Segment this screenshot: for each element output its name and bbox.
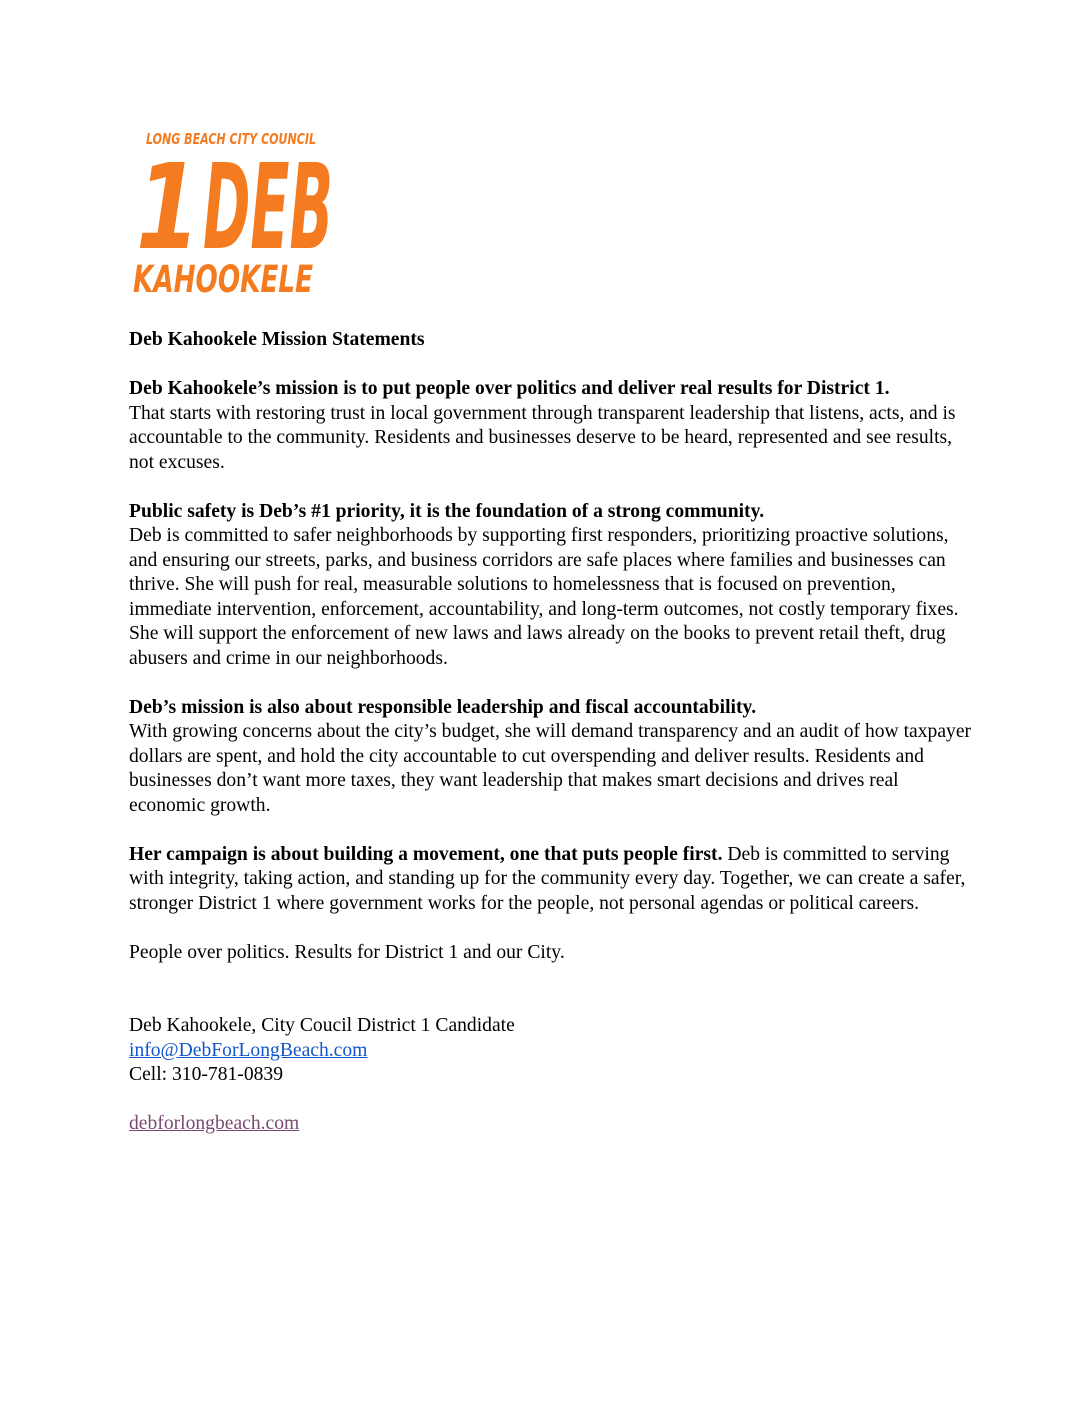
section-public-safety-body: Deb is committed to safer neighborhoods by supporting first responders, prioritizing proactive solutions, and ensuring our streets, parks, and business corridors are safe places where families and businesses can thrive. She will push for real, measurable solutions to homelessness that is focused on prevention, immediate intervention, enforcement, accountability, and long-term outcomes, not costly temporary fixes. She will support the enforcement of new laws and laws already on the books to prevent retail theft, drug abusers and crime in our neighborhoods. — [129, 525, 959, 669]
contact-email-link[interactable]: info@DebForLongBeach.com — [129, 1039, 368, 1061]
section-mission-lead: Deb Kahookele’s mission is to put people over politics and deliver real results for District 1. — [129, 378, 890, 399]
section-mission — [129, 377, 979, 475]
mission-document — [129, 328, 979, 1161]
logo-council-line: LONG BEACH CITY COUNCIL — [146, 130, 316, 148]
campaign-logo — [128, 126, 338, 298]
logo-number: 1 — [136, 138, 200, 276]
website-link[interactable]: debforlongbeach.com — [129, 1113, 300, 1134]
contact-cell: Cell: 310-781-0839 — [129, 1064, 284, 1085]
contact-name: Deb Kahookele, City Coucil District 1 Candidate — [129, 1015, 515, 1036]
section-movement — [129, 843, 979, 917]
section-mission-body: That starts with restoring trust in local government through transparent leadership that listens, acts, and is accountable to the community. Residents and businesses deserve to be heard, represented and see results, not excuses. — [129, 402, 956, 473]
tagline: People over politics. Results for District 1 and our City. — [129, 941, 565, 963]
document-title: Deb Kahookele Mission Statements — [129, 329, 425, 350]
section-public-safety — [129, 500, 979, 672]
section-fiscal-lead: Deb’s mission is also about responsible leadership and fiscal accountability. — [129, 696, 757, 718]
section-fiscal — [129, 696, 979, 819]
section-fiscal-body: With growing concerns about the city’s budget, she will demand transparency and an audit of how taxpayer dollars are spent, and hold the city accountable to cut overspending and deliver results. Residents and businesses don’t want more taxes, they want leadership that makes smart decisions and drives real economic growth. — [129, 721, 972, 816]
website-line — [129, 1112, 979, 1137]
logo-surname: KAHOOKELE — [133, 258, 313, 298]
section-public-safety-lead: Public safety is Deb’s #1 priority, it is the foundation of a strong community. — [129, 500, 765, 522]
section-movement-lead: Her campaign is about building a movement, one that puts people first. — [129, 843, 723, 865]
contact-block — [129, 1014, 979, 1088]
logo-deb: DEB — [203, 138, 333, 276]
section-movement-body: Deb is committed to serving with integrity, taking action, and standing up for the community every day. Together, we can create a safer, stronger District 1 where government works for the people, not personal agendas or political careers. — [129, 843, 966, 914]
